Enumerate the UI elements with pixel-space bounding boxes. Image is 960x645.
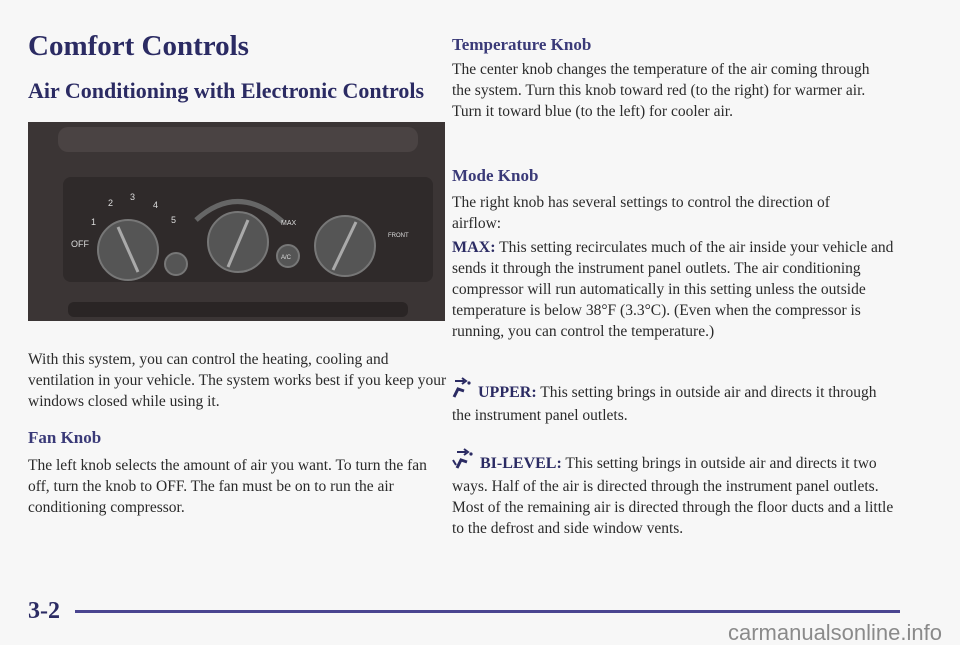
upper-label: UPPER: (478, 384, 537, 401)
ac-label: A/C (281, 255, 292, 261)
speed-label: 3 (130, 192, 136, 202)
intro-paragraph: With this system, you can control the heating, cooling and ventilation in your vehicle. The system works best if you keep your windows closed while using it. (28, 351, 447, 410)
bilevel-label: BI-LEVEL: (480, 455, 562, 472)
section-title: Air Conditioning with Electronic Controls (28, 78, 425, 103)
climate-control-photo (28, 122, 445, 321)
off-label: OFF (71, 239, 89, 249)
defrost-label: FRONT (388, 233, 409, 239)
page-number: 3-2 (28, 598, 60, 624)
speed-label: 4 (153, 200, 159, 210)
fan-knob-heading: Fan Knob (28, 428, 102, 447)
bilevel-vent-icon (452, 448, 474, 476)
upper-vent-icon (452, 377, 472, 405)
speed-label: 5 (171, 215, 177, 225)
page-title: Comfort Controls (28, 30, 249, 62)
fan-knob-paragraph: The left knob selects the amount of air you want. To turn the fan off, turn the knob to OFF. The fan must be on to run the air conditioning compressor. (28, 457, 427, 516)
upper-text: This setting brings in outside air and directs it through the instrument panel outlets. (452, 384, 877, 424)
bilevel-paragraph (452, 448, 897, 539)
max-label: MAX (281, 220, 297, 227)
footer-divider (75, 610, 900, 613)
max-paragraph (452, 237, 897, 342)
bilevel-text: This setting brings in outside air and directs it two ways. Half of the air is directed through the instrument panel outlets. Most of the remaining air is directed through the floor ducts and a little to the defrost and side window vents. (452, 455, 894, 537)
speed-label: 1 (91, 217, 97, 227)
temperature-paragraph: The center knob changes the temperature of the air coming through the system. Turn this knob toward red (to the right) for warmer air. Turn it toward blue (to the left) for cooler air. (452, 61, 870, 120)
max-text: This setting recirculates much of the air inside your vehicle and sends it through the instrument panel outlets. The air conditioning compressor will run automatically in this setting unless the outside temperature is below 38°F (3.3°C). (Even when the compressor is running, you can control the temperature.) (452, 239, 894, 340)
upper-paragraph (452, 377, 892, 426)
mode-paragraph: The right knob has several settings to control the direction of airflow: (452, 194, 830, 232)
mode-knob-heading: Mode Knob (452, 166, 539, 185)
speed-label: 2 (108, 198, 114, 208)
temperature-knob-heading: Temperature Knob (452, 35, 592, 54)
watermark[interactable]: carmanualsonline.info (727, 620, 942, 645)
max-label: MAX: (452, 239, 496, 256)
